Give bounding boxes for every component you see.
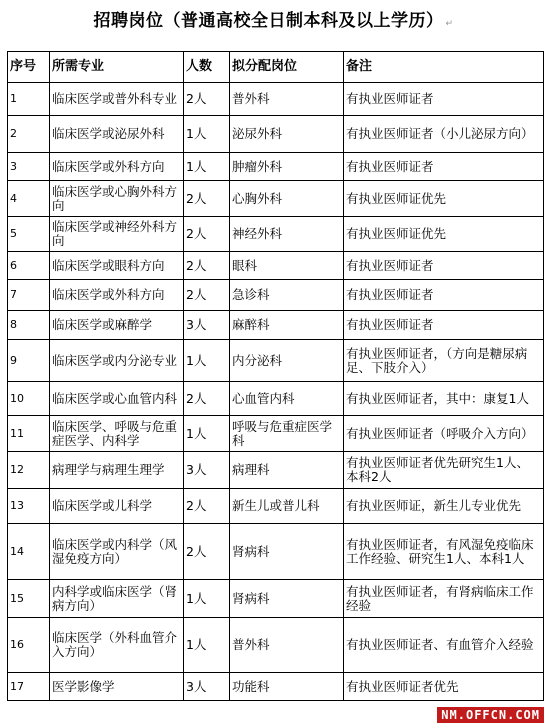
header-note: 备注 <box>344 52 544 83</box>
cell-post: 肾病科 <box>230 524 344 580</box>
table-row <box>8 181 544 217</box>
cell-major: 临床医学或外科方向 <box>50 280 184 311</box>
cell-major: 内科学或临床医学（肾病方向） <box>50 580 184 618</box>
cell-note: 有执业医师证者，有肾病临床工作经验 <box>344 580 544 618</box>
cell-note: 有执业医师证者 <box>344 83 544 116</box>
cell-note: 有执业医师证者 <box>344 252 544 280</box>
cell-post: 心胸外科 <box>230 181 344 217</box>
cell-post: 普外科 <box>230 83 344 116</box>
cell-post: 肿瘤外科 <box>230 153 344 181</box>
table-row <box>8 524 544 580</box>
cell-major: 临床医学或内分泌专业 <box>50 340 184 382</box>
paragraph-mark-icon: ↵ <box>445 19 454 29</box>
table-row <box>8 382 544 416</box>
cell-note: 有执业医师证者，（方向是糖尿病足、下肢介入） <box>344 340 544 382</box>
cell-note: 有执业医师证者 <box>344 311 544 340</box>
cell-no: 11 <box>8 416 50 452</box>
cell-major: 临床医学或外科方向 <box>50 153 184 181</box>
table-row <box>8 416 544 452</box>
cell-post: 肾病科 <box>230 580 344 618</box>
page-title <box>0 6 547 31</box>
header-post: 拟分配岗位 <box>230 52 344 83</box>
table-row <box>8 311 544 340</box>
header-count: 人数 <box>184 52 230 83</box>
cell-count: 2人 <box>184 280 230 311</box>
cell-post: 麻醉科 <box>230 311 344 340</box>
cell-no: 14 <box>8 524 50 580</box>
cell-major: 临床医学或内科学（风湿免疫方向） <box>50 524 184 580</box>
table-row <box>8 252 544 280</box>
cell-count: 1人 <box>184 116 230 153</box>
cell-major: 临床医学或心胸外科方向 <box>50 181 184 217</box>
table-row <box>8 673 544 701</box>
cell-no: 12 <box>8 452 50 489</box>
cell-post: 呼吸与危重症医学科 <box>230 416 344 452</box>
cell-post: 急诊科 <box>230 280 344 311</box>
cell-note: 有执业医师证者（小儿泌尿方向） <box>344 116 544 153</box>
cell-count: 2人 <box>184 489 230 524</box>
table-row <box>8 116 544 153</box>
site-watermark: NM.OFFCN.COM <box>437 707 544 723</box>
cell-major: 临床医学或普外科专业 <box>50 83 184 116</box>
table-row <box>8 83 544 116</box>
table-header-row <box>8 52 544 83</box>
cell-major: 临床医学或泌尿外科 <box>50 116 184 153</box>
table-row <box>8 452 544 489</box>
cell-count: 3人 <box>184 311 230 340</box>
cell-note: 有执业医师证，新生儿专业优先 <box>344 489 544 524</box>
cell-note: 有执业医师证者（呼吸介入方向） <box>344 416 544 452</box>
table-row <box>8 580 544 618</box>
cell-no: 3 <box>8 153 50 181</box>
cell-count: 1人 <box>184 340 230 382</box>
cell-note: 有执业医师证优先 <box>344 181 544 217</box>
cell-post: 泌尿外科 <box>230 116 344 153</box>
recruitment-table <box>7 51 544 701</box>
cell-count: 1人 <box>184 580 230 618</box>
cell-count: 1人 <box>184 618 230 673</box>
cell-count: 2人 <box>184 524 230 580</box>
cell-count: 2人 <box>184 217 230 252</box>
cell-major: 临床医学（外科血管介入方向） <box>50 618 184 673</box>
cell-no: 2 <box>8 116 50 153</box>
cell-count: 3人 <box>184 452 230 489</box>
cell-major: 临床医学或神经外科方向 <box>50 217 184 252</box>
cell-post: 眼科 <box>230 252 344 280</box>
cell-major: 临床医学或麻醉学 <box>50 311 184 340</box>
table-row <box>8 618 544 673</box>
cell-note: 有执业医师证者优先研究生1人、本科2人 <box>344 452 544 489</box>
cell-no: 4 <box>8 181 50 217</box>
cell-note: 有执业医师证者，其中：康复1人 <box>344 382 544 416</box>
cell-major: 医学影像学 <box>50 673 184 701</box>
cell-note: 有执业医师证者优先 <box>344 673 544 701</box>
cell-major: 临床医学或眼科方向 <box>50 252 184 280</box>
cell-post: 神经外科 <box>230 217 344 252</box>
page-title-text: 招聘岗位（普通高校全日制本科及以上学历） <box>93 11 444 31</box>
cell-no: 5 <box>8 217 50 252</box>
cell-count: 1人 <box>184 416 230 452</box>
cell-count: 2人 <box>184 252 230 280</box>
cell-count: 3人 <box>184 673 230 701</box>
cell-no: 1 <box>8 83 50 116</box>
cell-note: 有执业医师证者 <box>344 280 544 311</box>
cell-post: 病理科 <box>230 452 344 489</box>
cell-note: 有执业医师证者、有血管介入经验 <box>344 618 544 673</box>
cell-major: 临床医学或心血管内科 <box>50 382 184 416</box>
table-row <box>8 340 544 382</box>
cell-no: 13 <box>8 489 50 524</box>
cell-post: 功能科 <box>230 673 344 701</box>
cell-note: 有执业医师证者，有风湿免疫临床工作经验、研究生1人、本科1人 <box>344 524 544 580</box>
cell-post: 内分泌科 <box>230 340 344 382</box>
cell-count: 2人 <box>184 83 230 116</box>
table-row <box>8 489 544 524</box>
cell-note: 有执业医师证者 <box>344 153 544 181</box>
cell-no: 17 <box>8 673 50 701</box>
cell-no: 7 <box>8 280 50 311</box>
cell-note: 有执业医师证优先 <box>344 217 544 252</box>
cell-count: 1人 <box>184 153 230 181</box>
cell-no: 16 <box>8 618 50 673</box>
cell-post: 新生儿或普儿科 <box>230 489 344 524</box>
table-row <box>8 217 544 252</box>
cell-major: 临床医学或儿科学 <box>50 489 184 524</box>
cell-post: 心血管内科 <box>230 382 344 416</box>
cell-count: 2人 <box>184 181 230 217</box>
cell-no: 9 <box>8 340 50 382</box>
header-no: 序号 <box>8 52 50 83</box>
cell-post: 普外科 <box>230 618 344 673</box>
cell-no: 6 <box>8 252 50 280</box>
cell-count: 2人 <box>184 382 230 416</box>
table-row <box>8 280 544 311</box>
cell-major: 临床医学、呼吸与危重症医学、内科学 <box>50 416 184 452</box>
table-row <box>8 153 544 181</box>
cell-major: 病理学与病理生理学 <box>50 452 184 489</box>
cell-no: 8 <box>8 311 50 340</box>
cell-no: 15 <box>8 580 50 618</box>
header-major: 所需专业 <box>50 52 184 83</box>
cell-no: 10 <box>8 382 50 416</box>
